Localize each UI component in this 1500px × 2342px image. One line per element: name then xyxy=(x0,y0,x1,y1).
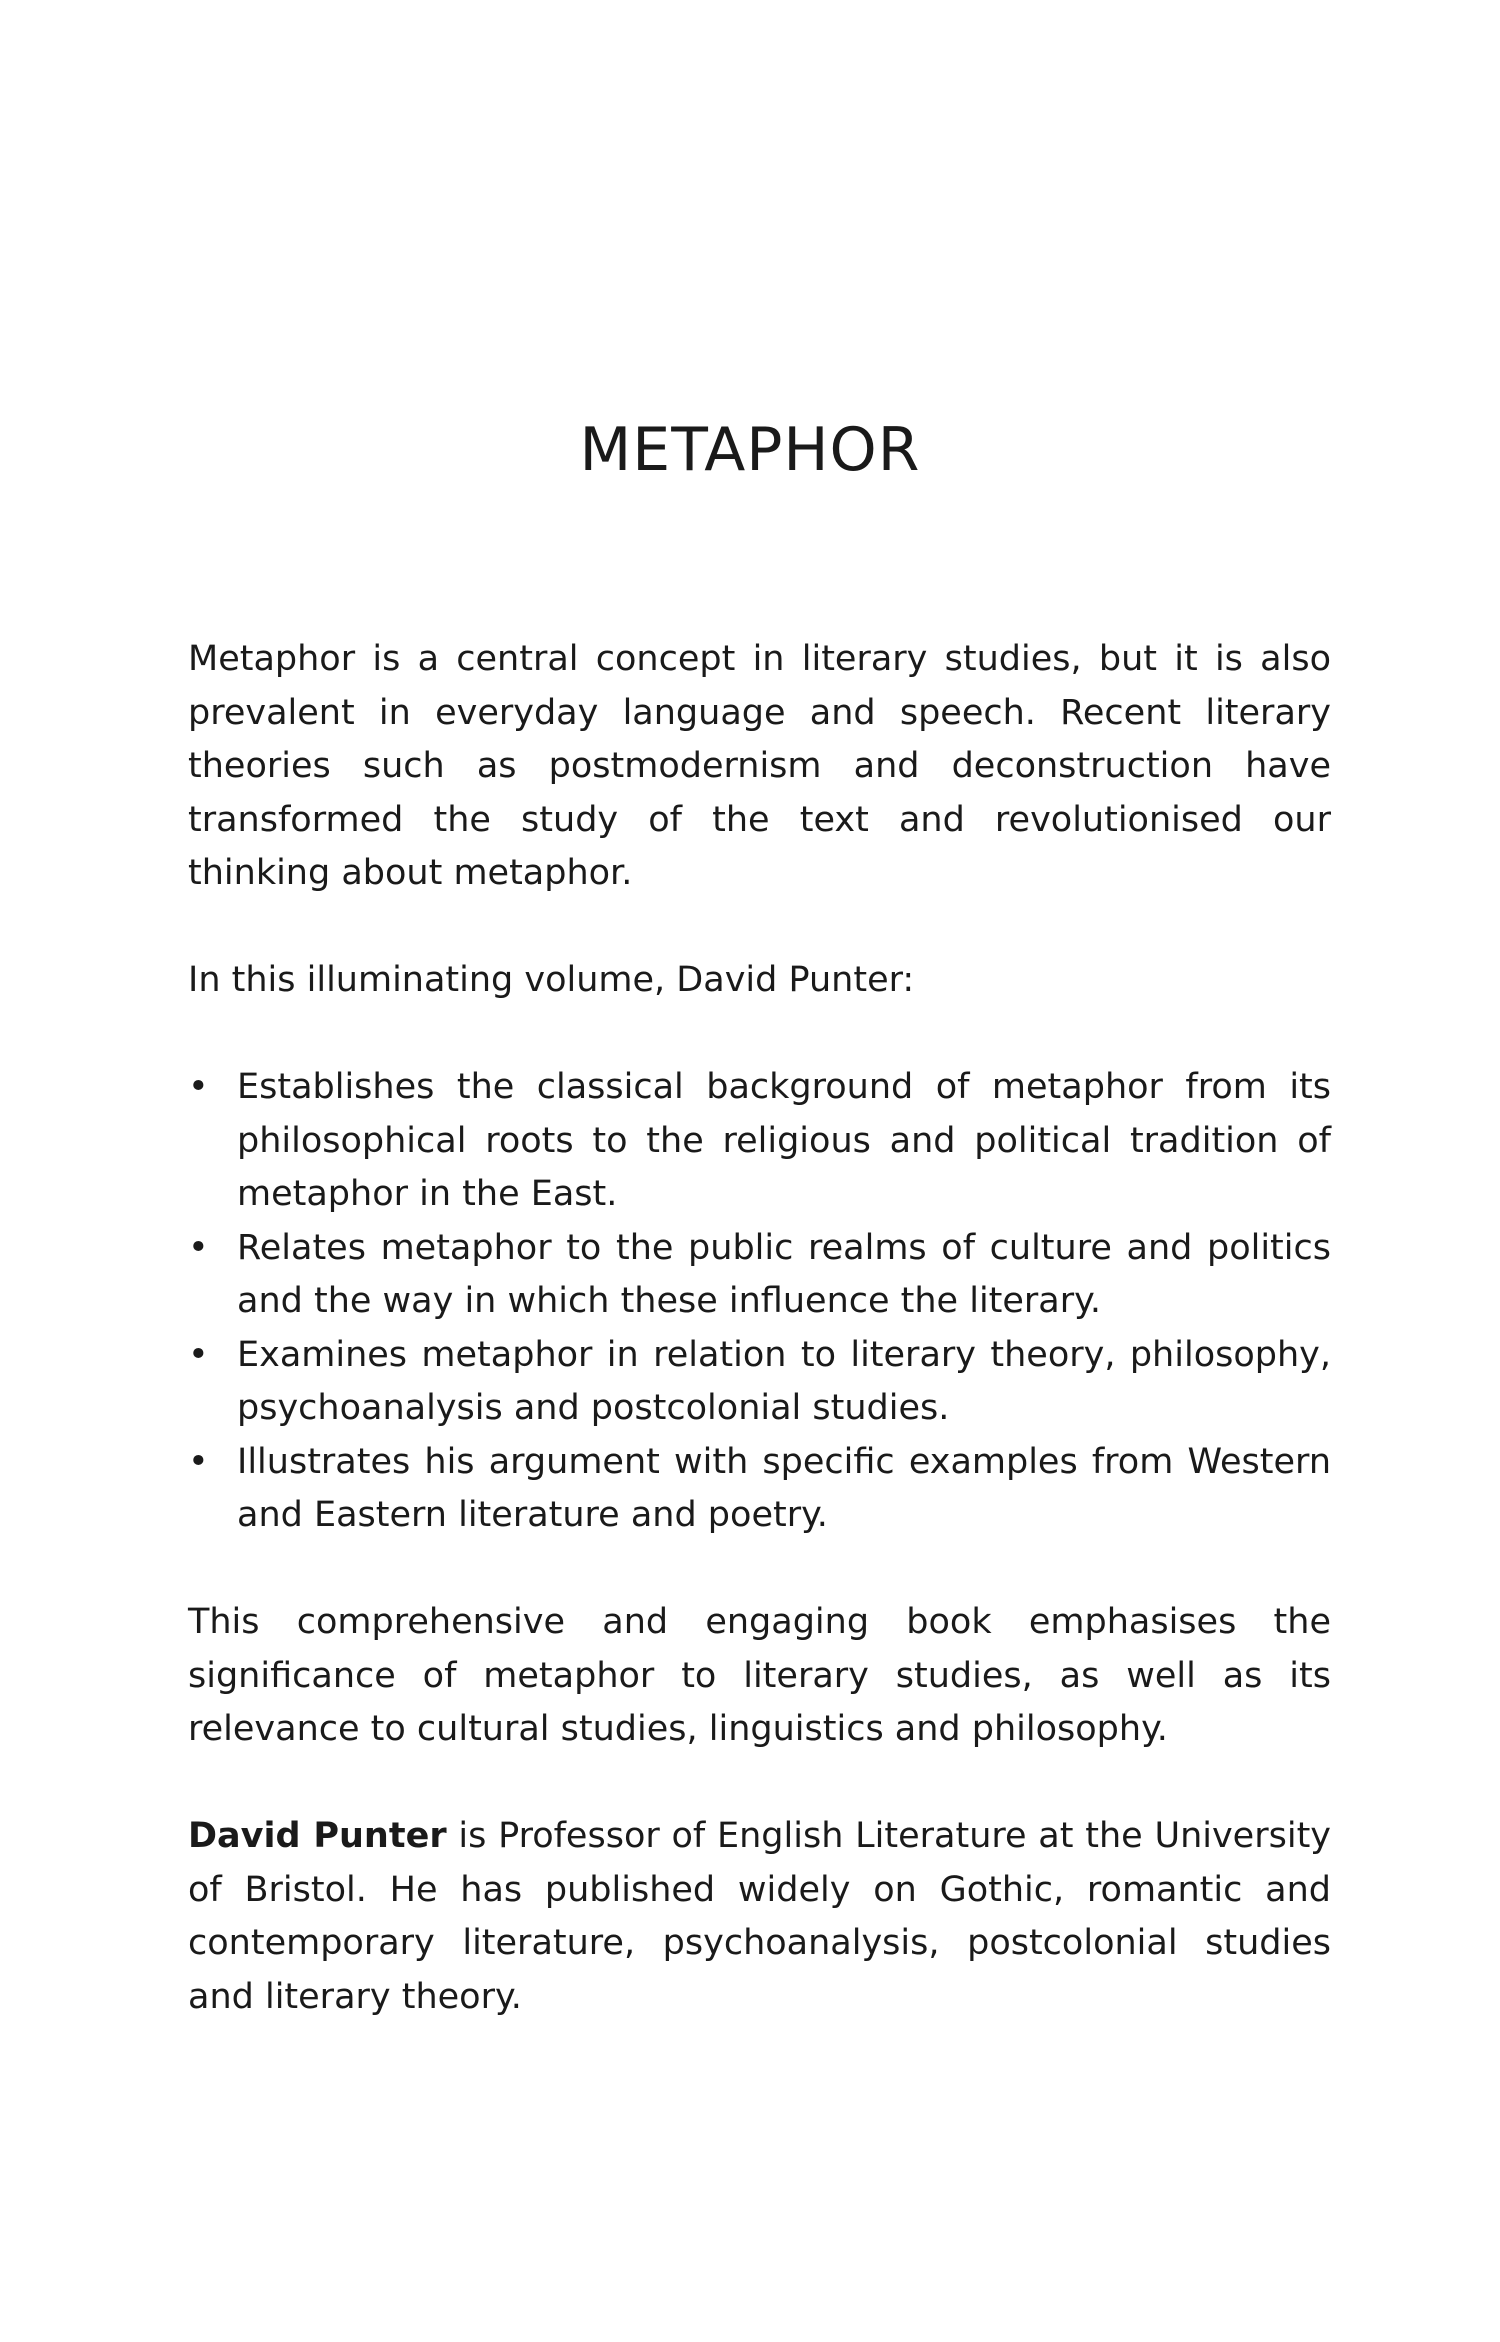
bullet-icon: • xyxy=(188,1067,209,1107)
author-bio-text: is Professor of English Literature at the University of Bristol. He has published widely on Gothic, romantic and contemporary literature, psychoanalysis, postcolonial studies and literary theory. xyxy=(188,1816,1332,2017)
list-item xyxy=(188,1436,1331,1543)
list-item xyxy=(188,1329,1331,1436)
intro-paragraph: Metaphor is a central concept in literary studies, but it is also prevalent in everyday language and speech. Recent literary theories such as postmodernism and deconstruction have transformed the study of the text and revolutionised our thinking about metaphor. xyxy=(188,639,1331,893)
author-name: David Punter xyxy=(188,1816,447,1856)
list-item-text: Illustrates his argument with specific examples from Western and Eastern literature and poetry. xyxy=(237,1441,1331,1535)
author-bio xyxy=(188,1810,1331,2024)
list-item xyxy=(188,1061,1331,1222)
bullet-list xyxy=(188,1061,1331,1543)
bullet-icon: • xyxy=(188,1441,209,1482)
list-item-text: Examines metaphor in relation to literary theory, philosophy, psychoanalysis and postcolonial studies. xyxy=(237,1334,1331,1428)
lead-in-paragraph: In this illuminating volume, David Punter: xyxy=(188,960,915,1000)
summary-paragraph: This comprehensive and engaging book emphasises the significance of metaphor to literary studies, as well as its relevance to cultural studies, linguistics and philosophy. xyxy=(188,1602,1331,1749)
page-body xyxy=(188,633,1331,2024)
list-item xyxy=(188,1222,1331,1329)
page-title: METAPHOR xyxy=(579,415,921,485)
bullet-icon: • xyxy=(188,1334,209,1375)
list-item-text: Establishes the classical background of metaphor from its philosophical roots to the religious and political tradition of metaphor in the East. xyxy=(237,1067,1331,1214)
bullet-icon: • xyxy=(188,1227,209,1268)
list-item-text: Relates metaphor to the public realms of culture and politics and the way in which these influence the literary. xyxy=(237,1227,1331,1321)
